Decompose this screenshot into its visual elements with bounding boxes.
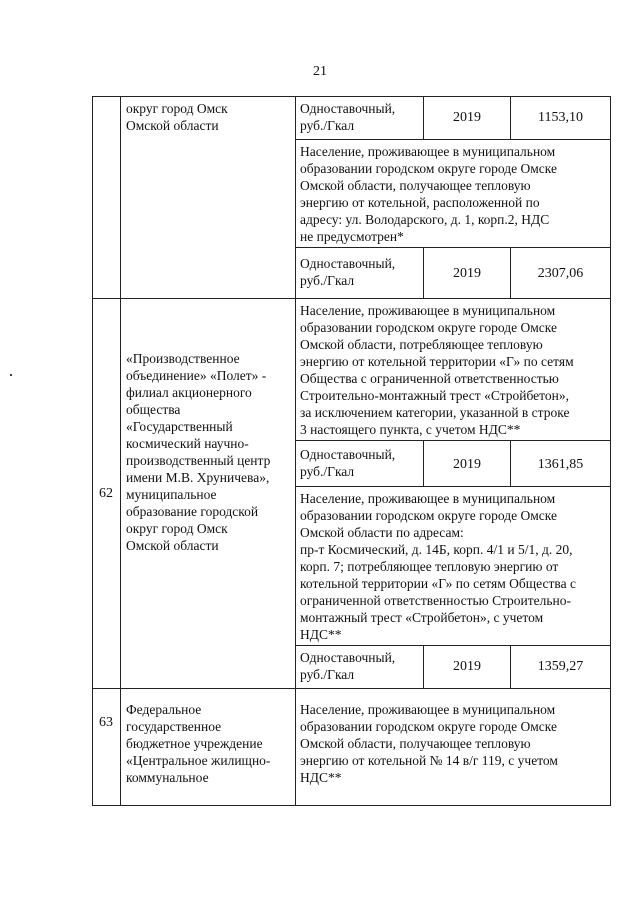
year-cell: 2019 <box>453 457 481 472</box>
row-divider <box>295 486 610 487</box>
margin-mark <box>10 374 12 376</box>
consumer-category-cell: Население, проживающее в муниципальном образовании городском округе городе Омске Омской области по адресам: пр-т Космический, д. 14Б, корп. 4/1 и 5/1, д. 20, корп. 7; потребляющее тепловую энергию от котельной территории «Г» по сетям Общества с ограниченной ответственностью Строительно- монтажный трест «Стройбетон», с учетом НДС** <box>300 491 576 642</box>
tariff-value-cell: 1361,85 <box>537 457 584 472</box>
table-border-right <box>610 96 611 806</box>
tariff-value-cell: 1359,27 <box>537 659 584 674</box>
tariff-value-cell: 1153,10 <box>538 110 583 125</box>
organization-cell: Федеральное государственное бюджетное учреждение «Центральное жилищно- коммунальное <box>126 702 271 785</box>
page-number: 21 <box>313 64 327 79</box>
table-border-top <box>92 96 610 97</box>
row-divider <box>92 688 610 689</box>
consumer-category-cell: Население, проживающее в муниципальном образовании городском округе городе Омске Омской области, потребляющее тепловую энергию от котельной территории «Г» по сетям Общества с ограниченной ответственностью Строительно-монтажный трест «Стройбетон», за исключением категории, указанной в строке 3 настоящего пункта, с учетом НДС** <box>300 303 574 437</box>
col-divider <box>295 96 296 806</box>
consumer-category-cell: Население, проживающее в муниципальном образовании городском округе городе Омске Омской области, получающее тепловую энергию от котельной № 14 в/г 119, с учетом НДС** <box>300 702 558 785</box>
col-divider <box>120 96 121 806</box>
table-border-bottom <box>92 805 610 806</box>
tariff-unit-cell: Одноставочный, руб./Гкал <box>300 101 396 133</box>
row-divider <box>92 298 610 299</box>
consumer-category-cell: Население, проживающее в муниципальном образовании городском округе городе Омске Омской области, получающее тепловую энергию от котельной, расположенной по адресу: ул. Володарского, д. 1, корп.2, НДС не предусмотрен* <box>300 144 557 244</box>
year-cell: 2019 <box>453 110 481 125</box>
tariff-unit-cell: Одноставочный, руб./Гкал <box>300 447 396 479</box>
organization-cell: «Производственное объединение» «Полет» - филиал акционерного общества «Государственный космический научно- производственный центр имени М.В. Хруничева», муниципальное образование городской округ город Омск Омской области <box>126 351 271 553</box>
year-cell: 2019 <box>453 266 481 281</box>
row-divider <box>295 645 610 646</box>
organization-cell: округ город Омск Омской области <box>126 101 228 133</box>
tariff-unit-cell: Одноставочный, руб./Гкал <box>300 650 396 682</box>
row-divider <box>295 247 610 248</box>
row-divider <box>295 440 610 441</box>
tariff-value-cell: 2307,06 <box>537 266 584 281</box>
year-cell: 2019 <box>453 659 481 674</box>
table-border-left <box>92 96 93 806</box>
row-number-cell: 62 <box>99 486 113 501</box>
row-divider <box>295 139 610 140</box>
tariff-unit-cell: Одноставочный, руб./Гкал <box>300 256 396 288</box>
row-number-cell: 63 <box>99 715 113 730</box>
